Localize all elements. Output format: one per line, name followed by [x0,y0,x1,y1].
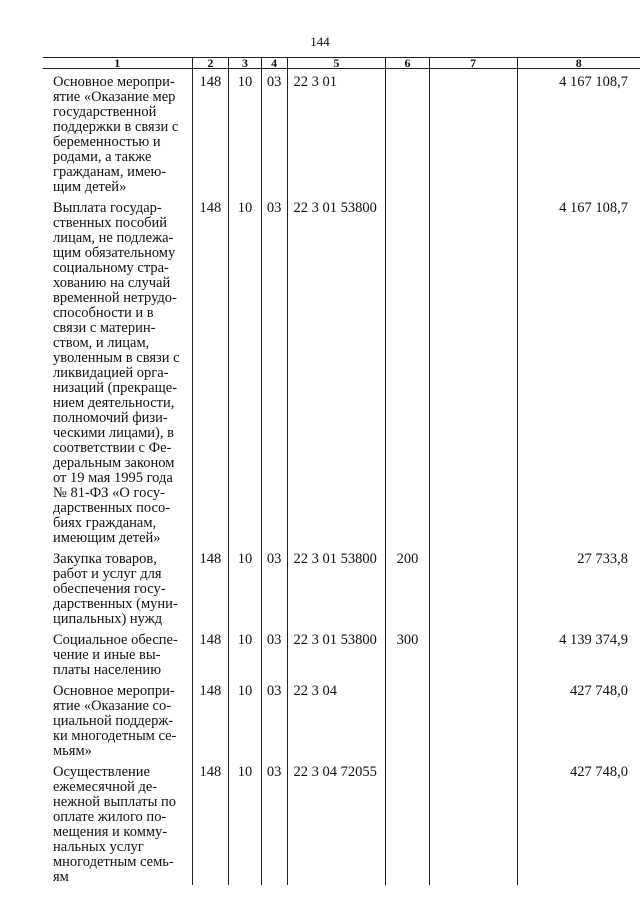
description-line: родами, а также [53,149,152,165]
col-header-2: 2 [192,58,229,69]
table-row [43,546,640,627]
cell-admin-code: 148 [192,195,229,546]
description-line: ятие «Оказание мер [53,89,176,105]
description-line: государственной [53,104,157,120]
table-row [43,678,640,759]
description-line: нальных услуг [53,839,144,855]
description-line: ликвидацией орга- [53,365,169,381]
col-header-5: 5 [287,58,386,69]
col-header-1: 1 [43,58,192,69]
description-line: нием деятельности, [53,395,175,411]
cell-amount: 427 748,0 [517,759,640,885]
cell-subsection: 03 [261,546,287,627]
cell-section: 10 [229,546,262,627]
cell-subsection: 03 [261,678,287,759]
cell-target-code: 22 3 04 [287,678,386,759]
description-line: от 19 мая 1995 года [53,470,173,486]
description-line: временной нетрудо- [53,290,177,306]
cell-amount: 427 748,0 [517,678,640,759]
description-line: Выплата государ- [53,200,162,216]
cell-admin-code: 148 [192,627,229,678]
cell-section: 10 [229,69,262,196]
cell-expense-type [386,195,429,546]
description-line: хованию на случай [53,275,171,291]
description-line: Основное меропри- [53,683,175,699]
description-line: соответствии с Фе- [53,440,172,456]
cell-col-7 [429,759,517,885]
description-line: платы населению [53,662,162,678]
row-description [43,759,192,885]
description-line: социальному стра- [53,260,169,276]
description-line: ки многодетным се- [53,728,177,744]
description-line: полномочий физи- [53,410,168,426]
cell-admin-code: 148 [192,546,229,627]
cell-expense-type [386,69,429,196]
cell-col-7 [429,69,517,196]
description-line: Осуществление [53,764,150,780]
description-line: ческими лицами), в [53,425,174,441]
cell-amount: 4 139 374,9 [517,627,640,678]
cell-section: 10 [229,759,262,885]
cell-target-code: 22 3 04 72055 [287,759,386,885]
description-line: гражданам, имею- [53,164,167,180]
row-description [43,678,192,759]
cell-target-code: 22 3 01 53800 [287,195,386,546]
description-line: Закупка товаров, [53,551,157,567]
cell-expense-type [386,759,429,885]
cell-section: 10 [229,678,262,759]
description-line: Социальное обеспе- [53,632,178,648]
table-row [43,759,640,885]
description-line: имеющим детей» [53,530,161,546]
description-line: биях гражданам, [53,515,157,531]
description-line: лицам, не подлежа- [53,230,174,246]
row-description [43,546,192,627]
cell-target-code: 22 3 01 [287,69,386,196]
cell-section: 10 [229,627,262,678]
description-line: ятие «Оказание со- [53,698,172,714]
description-line: ципальных) нужд [53,611,163,627]
col-header-6: 6 [386,58,429,69]
description-line: щим детей» [53,179,127,195]
description-line: дарственных посо- [53,500,171,516]
description-line: циальной поддерж- [53,713,174,729]
description-line: мещения и комму- [53,824,168,840]
description-line: обеспечения госу- [53,581,166,597]
cell-subsection: 03 [261,69,287,196]
description-line: щим обязательному [53,245,176,261]
cell-amount: 4 167 108,7 [517,69,640,196]
description-line: чение и иные вы- [53,647,161,663]
cell-expense-type: 200 [386,546,429,627]
col-header-3: 3 [229,58,262,69]
description-line: способности и в [53,305,154,321]
description-line: связи с материн- [53,320,156,336]
cell-section: 10 [229,195,262,546]
description-line: многодетным семь- [53,854,174,870]
cell-col-7 [429,627,517,678]
cell-subsection: 03 [261,195,287,546]
description-line: оплате жилого по- [53,809,167,825]
description-line: ям [53,869,69,885]
description-line: ежемесячной де- [53,779,158,795]
description-line: поддержки в связи с [53,119,179,135]
cell-col-7 [429,195,517,546]
cell-target-code: 22 3 01 53800 [287,627,386,678]
description-line: ством, и лицам, [53,335,150,351]
row-description [43,69,192,196]
cell-target-code: 22 3 01 53800 [287,546,386,627]
cell-col-7 [429,546,517,627]
cell-amount: 4 167 108,7 [517,195,640,546]
cell-subsection: 03 [261,627,287,678]
description-line: нежной выплаты по [53,794,176,810]
table-row [43,195,640,546]
description-line: ственных пособий [53,215,168,231]
description-line: Основное меропри- [53,74,175,90]
cell-col-7 [429,678,517,759]
cell-expense-type: 300 [386,627,429,678]
page-number: 144 [310,34,330,49]
row-description [43,627,192,678]
budget-table [43,57,640,885]
description-line: № 81-ФЗ «О госу- [53,485,165,501]
cell-amount: 27 733,8 [517,546,640,627]
description-line: дарственных (муни- [53,596,178,612]
description-line: мьям» [53,743,92,759]
col-header-4: 4 [261,58,287,69]
cell-admin-code: 148 [192,678,229,759]
description-line: низаций (прекраще- [53,380,178,396]
row-description [43,195,192,546]
cell-expense-type [386,678,429,759]
table-row [43,627,640,678]
description-line: работ и услуг для [53,566,162,582]
description-line: деральным законом [53,455,175,471]
cell-admin-code: 148 [192,69,229,196]
header-row [43,58,640,69]
description-line: беременностью и [53,134,161,150]
cell-subsection: 03 [261,759,287,885]
col-header-7: 7 [429,58,517,69]
col-header-8: 8 [517,58,640,69]
table-row [43,69,640,196]
cell-admin-code: 148 [192,759,229,885]
description-line: уволенным в связи с [53,350,180,366]
